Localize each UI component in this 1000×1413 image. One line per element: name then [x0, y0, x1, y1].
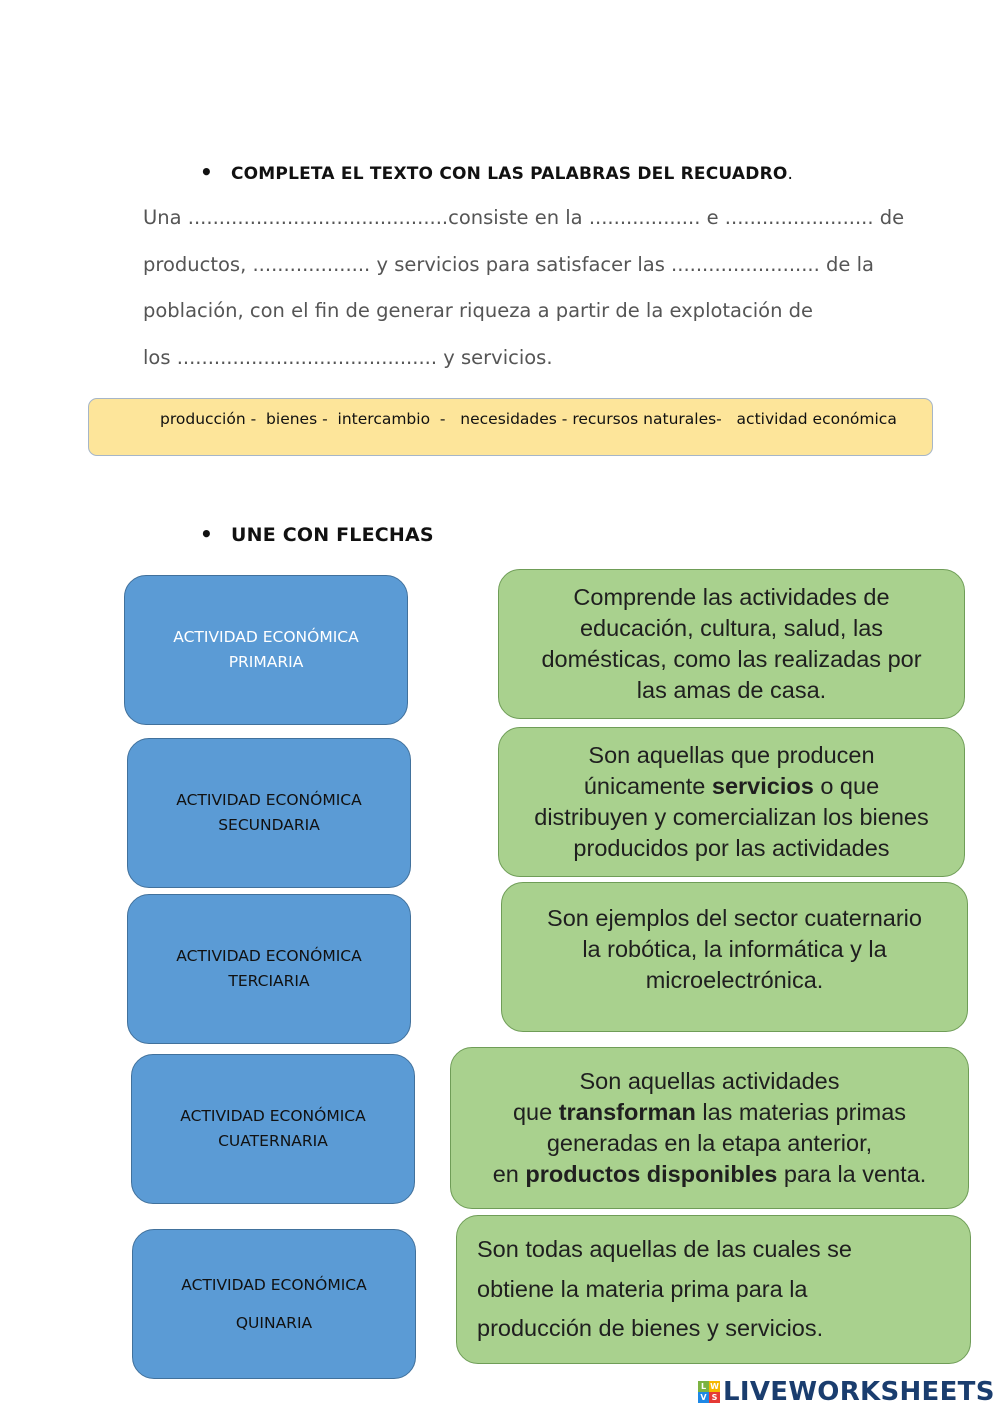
logo-mark-icon: [698, 1381, 720, 1403]
activity-box-quinaria[interactable]: [132, 1229, 416, 1379]
logo-mark-letter: W: [710, 1382, 719, 1391]
activity-label: ACTIVIDAD ECONÓMICA: [176, 791, 362, 809]
description-line: distribuyen y comercializan los bienes: [534, 804, 929, 830]
activity-box-primaria[interactable]: [124, 575, 408, 725]
logo-mark-letter: L: [698, 1381, 709, 1392]
description-line: producción de bienes y servicios.: [477, 1315, 824, 1342]
activity-type: SECUNDARIA: [218, 816, 320, 834]
paragraph-line: productos, ................... y servicios para satisfacer las ........................ de la: [143, 252, 874, 276]
activity-box-terciaria[interactable]: [127, 894, 411, 1044]
section2-heading: • UNE CON FLECHAS: [200, 522, 434, 546]
description-box-2[interactable]: [498, 727, 965, 877]
description-line: generadas en la etapa anterior,: [546, 1130, 873, 1156]
description-bold-text: transforman: [558, 1099, 696, 1125]
description-bold-text: servicios: [711, 773, 814, 799]
section1-heading: • COMPLETA EL TEXTO CON LAS PALABRAS DEL RECUADRO.: [200, 160, 794, 184]
description-line: producidos por las actividades: [573, 835, 890, 861]
activity-type: CUATERNARIA: [218, 1132, 328, 1150]
description-bold-text: productos disponibles: [525, 1161, 778, 1187]
description-box-4[interactable]: [450, 1047, 969, 1209]
description-text: en: [492, 1161, 526, 1187]
description-line: la robótica, la informática y la: [582, 936, 887, 962]
description-line: las amas de casa.: [636, 677, 827, 703]
description-text: únicamente: [583, 773, 712, 799]
description-line: microelectrónica.: [645, 967, 824, 993]
description-text: para la venta.: [777, 1161, 927, 1187]
activity-box-cuaternaria[interactable]: [131, 1054, 415, 1204]
activity-type: QUINARIA: [235, 1314, 313, 1332]
bullet-icon: •: [200, 522, 213, 546]
description-line: educación, cultura, salud, las: [579, 615, 884, 641]
description-line: obtiene la materia prima para la: [477, 1275, 808, 1302]
word-bank: producción - bienes - intercambio - necesidades - recursos naturales- actividad económica: [88, 398, 933, 456]
activity-box-secundaria[interactable]: [127, 738, 411, 888]
logo-mark-letter: V: [698, 1392, 709, 1403]
description-line: Son aquellas actividades: [579, 1068, 840, 1094]
description-text: que: [512, 1099, 559, 1125]
activity-label: ACTIVIDAD ECONÓMICA: [176, 947, 362, 965]
logo-mark-letter: S: [709, 1392, 720, 1403]
description-line: Son ejemplos del sector cuaternario: [547, 905, 922, 931]
description-line: Son todas aquellas de las cuales se: [477, 1236, 852, 1263]
activity-type: TERCIARIA: [228, 972, 310, 990]
paragraph-line: Una ..........................................consiste en la .................. e ........................ de: [143, 206, 905, 229]
description-box-5[interactable]: [456, 1215, 971, 1364]
bullet-icon: •: [200, 160, 213, 184]
liveworksheets-logo: [698, 1377, 995, 1407]
description-line: Comprende las actividades de: [573, 584, 890, 610]
description-line: domésticas, como las realizadas por: [541, 646, 922, 672]
paragraph-line: los .......................................... y servicios.: [143, 345, 553, 369]
description-line: Son aquellas que producen: [588, 742, 875, 768]
description-text: o que: [813, 773, 880, 799]
paragraph-line: población, con el fin de generar riqueza a partir de la explotación de: [143, 299, 814, 322]
activity-type: PRIMARIA: [228, 653, 304, 671]
activity-label: ACTIVIDAD ECONÓMICA: [180, 1107, 366, 1125]
logo-text: LIVEWORKSHEETS: [723, 1377, 995, 1407]
description-box-1[interactable]: [498, 569, 965, 719]
fill-in-paragraph: [143, 195, 905, 381]
activity-label: ACTIVIDAD ECONÓMICA: [181, 1276, 367, 1294]
activity-label: ACTIVIDAD ECONÓMICA: [173, 628, 359, 646]
description-box-3[interactable]: [501, 882, 968, 1032]
description-text: las materias primas: [695, 1099, 907, 1125]
